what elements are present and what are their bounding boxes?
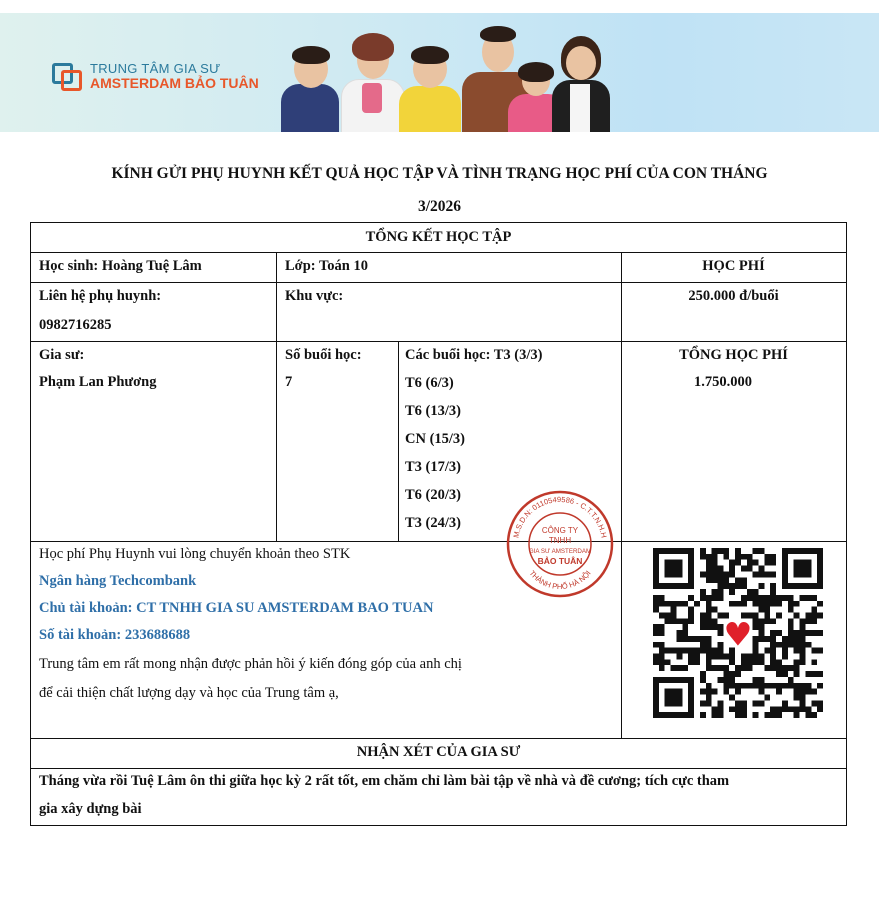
session-item: T6 (20/3)	[405, 487, 461, 503]
bank-name: Ngân hàng Techcombank	[39, 573, 197, 589]
logo-line1: TRUNG TÂM GIA SƯ	[90, 61, 221, 76]
session-item: T6 (13/3)	[405, 403, 461, 419]
logo-mark-icon	[52, 63, 82, 89]
area-label: Khu vực:	[285, 288, 344, 304]
account-number: Số tài khoản: 233688688	[39, 627, 191, 643]
tutor-label: Gia sư:	[39, 347, 85, 363]
tutor-name: Phạm Lan Phương	[39, 374, 157, 390]
student-name: Học sinh: Hoàng Tuệ Lâm	[39, 258, 202, 274]
heading-line1: KÍNH GỬI PHỤ HUYNH KẾT QUẢ HỌC TẬP VÀ TÌNH TRẠNG HỌC PHÍ CỦA CON THÁNG	[111, 165, 768, 182]
svg-text:THÀNH PHỐ HÀ NỘI	[527, 569, 592, 591]
stamp-line1: CÔNG TY	[541, 526, 579, 535]
total-fee-value: 1.750.000	[694, 374, 752, 390]
fee-per-session: 250.000 đ/buổi	[688, 288, 779, 304]
parent-contact-label: Liên hệ phụ huynh:	[39, 288, 162, 304]
session-item: Các buổi học: T3 (3/3)	[405, 347, 543, 363]
stamp-ring-text: M.S.D.N: 0110549586 - C.T.T.N.H.H	[511, 494, 609, 539]
stamp-line3: GIA SƯ AMSTERDAM	[528, 548, 592, 555]
heading-line2: 3/2026	[417, 198, 462, 215]
parent-phone: 0982716285	[39, 317, 112, 333]
center-logo	[52, 61, 259, 91]
total-fee-label: TỔNG HỌC PHÍ	[679, 347, 788, 363]
summary-table	[30, 222, 847, 826]
session-item: T3 (24/3)	[405, 515, 461, 531]
comments-title: NHẬN XÉT CỦA GIA SƯ	[356, 744, 521, 760]
payment-intro: Học phí Phụ Huynh vui lòng chuyển khoản theo STK	[39, 546, 351, 562]
sessions-label: Số buổi học:	[285, 347, 362, 363]
feedback-line2: để cải thiện chất lượng dạy và học của Trung tâm ạ,	[39, 685, 339, 701]
header-banner	[0, 13, 879, 132]
sessions-count: 7	[285, 374, 293, 390]
company-stamp	[505, 489, 615, 599]
summary-title: TỔNG KẾT HỌC TẬP	[365, 229, 512, 245]
session-item: CN (15/3)	[405, 431, 466, 447]
qr-heart-icon: ♥	[723, 615, 753, 654]
fee-header: HỌC PHÍ	[702, 258, 765, 274]
class-name: Lớp: Toán 10	[285, 258, 368, 274]
stamp-line2: TNHH	[548, 536, 572, 545]
logo-line2: AMSTERDAM BẢO TUÂN	[90, 75, 259, 91]
comment-line2: gia xây dựng bài	[39, 801, 142, 817]
stamp-bottom-text: THÀNH PHỐ HÀ NỘI	[527, 568, 593, 592]
banner-people-photo	[270, 13, 610, 132]
comment-line1: Tháng vừa rồi Tuệ Lâm ôn thi giữa học kỳ 2 rất tốt, em chăm chỉ làm bài tập về nhà và đề cương; tích cực tham	[39, 773, 730, 789]
session-item: T6 (6/3)	[405, 375, 454, 391]
payment-qr-code	[653, 548, 823, 718]
session-item: T3 (17/3)	[405, 459, 461, 475]
account-holder: Chủ tài khoản: CT TNHH GIA SU AMSTERDAM BAO TUAN	[39, 600, 434, 616]
feedback-line1: Trung tâm em rất mong nhận được phản hồi ý kiến đóng góp của anh chị	[39, 656, 462, 672]
stamp-line4: BẢO TUÂN	[537, 556, 583, 566]
report-heading	[40, 157, 839, 223]
